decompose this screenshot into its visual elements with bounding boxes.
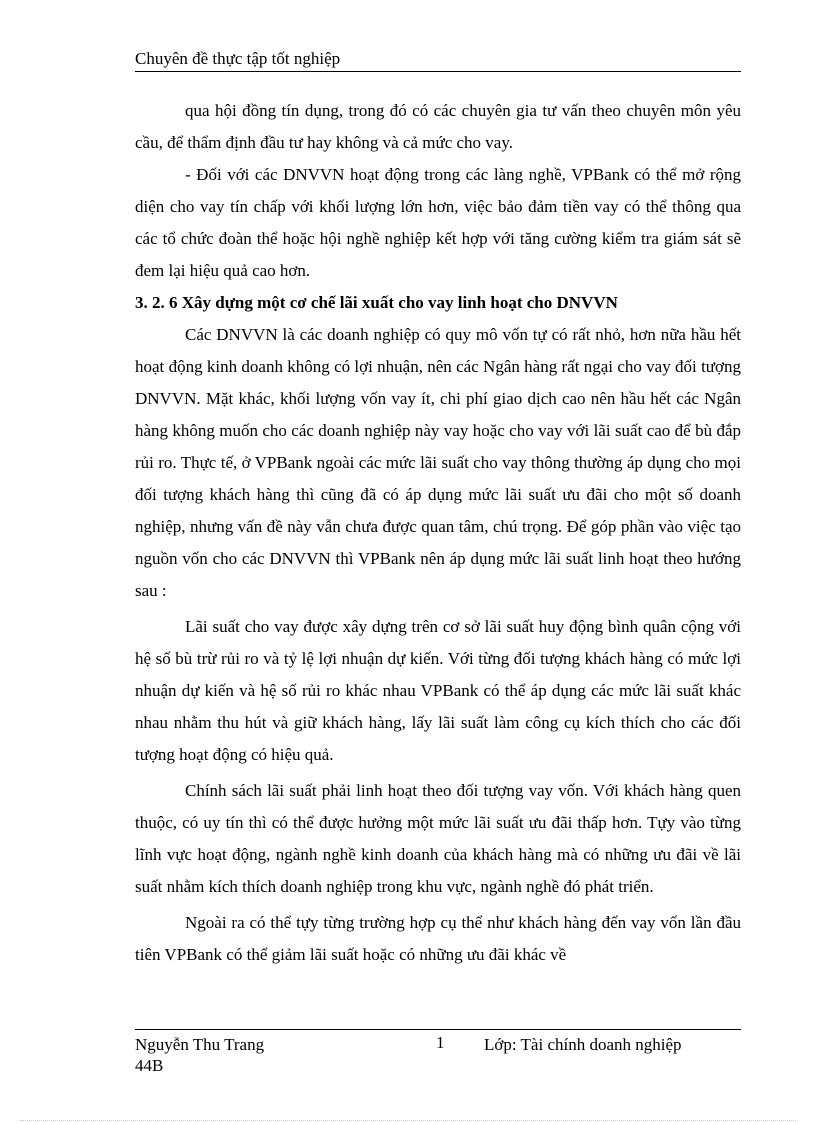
section-heading: 3. 2. 6 Xây dựng một cơ chế lãi xuất cho vay linh hoạt cho DNVVN: [135, 293, 618, 312]
document-body: [135, 95, 741, 971]
header-divider: [135, 71, 741, 72]
footer-class-name: Lớp: Tài chính doanh nghiệp: [484, 1035, 682, 1054]
page-bottom-dotted-line: [20, 1120, 796, 1121]
paragraph-6: Ngoài ra có thể tựy từng trường hợp cụ thể như khách hàng đến vay vốn lần đầu tiên VPBank có thể giảm lãi suất hoặc có những ưu đãi khác về: [135, 913, 741, 964]
paragraph-4: Lãi suất cho vay được xây dựng trên cơ sở lãi suất huy động bình quân cộng với hệ số bù trừ rủi ro và tỷ lệ lợi nhuận dự kiến. Với từng đối tượng khách hàng có mức lợi nhuận dự kiến và hệ số rủi ro khác nhau VPBank có thể áp dụng các mức lãi suất khác nhau nhằm thu hút và giữ khách hàng, lấy lãi suất làm công cụ kích thích cho các đối tượng hoạt động có hiệu quả.: [135, 617, 741, 764]
paragraph-2: - Đối với các DNVVN hoạt động trong các làng nghề, VPBank có thể mở rộng diện cho vay tín chấp với khối lượng lớn hơn, việc bảo đảm tiền vay có thể thông qua các tổ chức đoàn thể hoặc hội nghề nghiệp kết hợp với tăng cường kiểm tra giám sát sẽ đem lại hiệu quả cao hơn.: [135, 165, 741, 280]
paragraph-3: Các DNVVN là các doanh nghiệp có quy mô vốn tự có rất nhỏ, hơn nữa hầu hết hoạt động kinh doanh không có lợi nhuận, nên các Ngân hàng rất ngại cho vay đối tượng DNVVN. Mặt khác, khối lượng vốn vay ít, chi phí giao dịch cao nên hầu hết các Ngân hàng không muốn cho các doanh nghiệp này vay hoặc cho vay với lãi suất cao để bù đắp rủi ro. Thực tế, ở VPBank ngoài các mức lãi suất cho vay thông thường áp dụng cho mọi đối tượng khách hàng thì cũng đã có áp dụng mức lãi suất ưu đãi cho một số doanh nghiệp, nhưng vấn đề này vẫn chưa được quan tâm, chú trọng. Để góp phần vào việc tạo nguồn vốn cho các DNVVN thì VPBank nên áp dụng mức lãi suất linh hoạt theo hướng sau :: [135, 325, 741, 600]
footer-class-code: 44B: [135, 1056, 164, 1075]
footer-author-block: [135, 1034, 264, 1076]
page-header-title: Chuyên đề thực tập tốt nghiệp: [135, 49, 341, 68]
paragraph-1: qua hội đồng tín dụng, trong đó có các chuyên gia tư vấn theo chuyên môn yêu cầu, để thẩm định đầu tư hay không và cả mức cho vay.: [135, 101, 741, 152]
footer-author: Nguyễn Thu Trang: [135, 1035, 265, 1054]
paragraph-5: Chính sách lãi suất phải linh hoạt theo đối tượng vay vốn. Với khách hàng quen thuộc, có uy tín thì có thể được hưởng một mức lãi suất ưu đãi thấp hơn. Tựy vào từng lĩnh vực hoạt động, ngành nghề kinh doanh của khách hàng mà có những ưu đãi về lãi suất nhằm kích thích doanh nghiệp trong khu vực, ngành nghề đó phát triển.: [135, 781, 741, 896]
footer-divider: [135, 1029, 741, 1030]
page-number: 1: [436, 1033, 445, 1052]
